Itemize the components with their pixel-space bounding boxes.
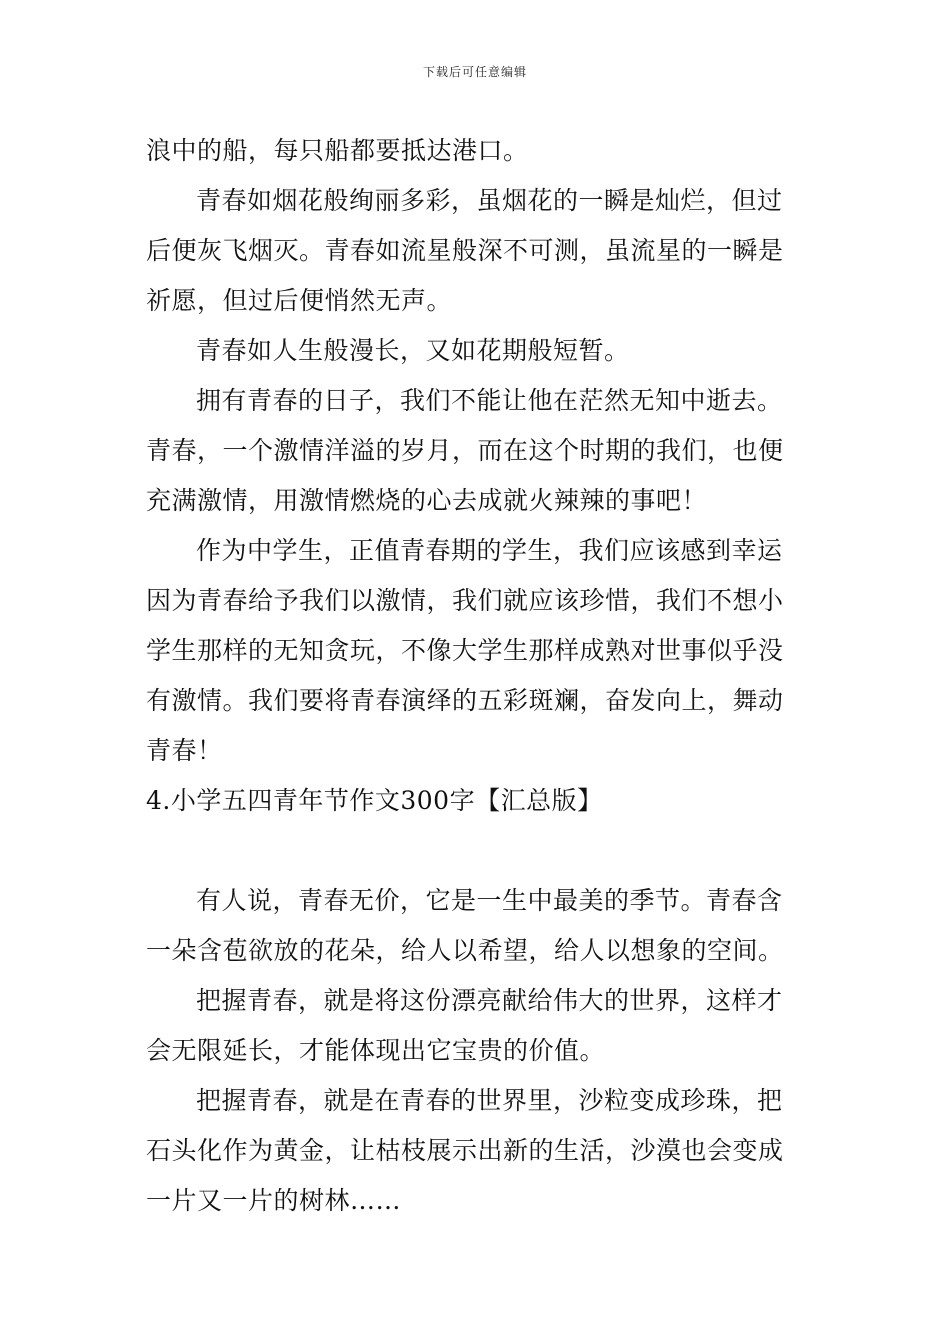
section-heading: 4.小学五四青年节作文300字【汇总版】 xyxy=(146,786,603,815)
text-line: 拥有青春的日子，我们不能让他在茫然无知中逝去。 xyxy=(196,386,783,415)
text-line: 充满激情，用激情燃烧的心去成就火辣辣的事吧！ xyxy=(146,486,708,515)
text-line: 石头化作为黄金，让枯枝展示出新的生活，沙漠也会变成 xyxy=(146,1136,784,1165)
text-line: 青春如烟花般绚丽多彩，虽烟花的一瞬是灿烂，但过 xyxy=(196,186,783,215)
text-line: 有激情。我们要将青春演绎的五彩斑斓，奋发向上，舞动 xyxy=(146,686,784,715)
text-line: 有人说，青春无价，它是一生中最美的季节。青春含 xyxy=(196,886,783,915)
text-line: 后便灰飞烟灭。青春如流星般深不可测，虽流星的一瞬是 xyxy=(146,236,784,265)
text-line: 青春如人生般漫长，又如花期般短暂。 xyxy=(196,336,630,365)
text-line: 浪中的船，每只船都要抵达港口。 xyxy=(146,136,529,165)
text-line: 青春！ xyxy=(146,736,223,765)
text-line: 把握青春，就是将这份漂亮献给伟大的世界，这样才 xyxy=(196,986,783,1015)
text-line: 青春，一个激情洋溢的岁月，而在这个时期的我们，也便 xyxy=(146,436,784,465)
page-header: 下载后可任意编辑 xyxy=(422,65,527,79)
text-line: 一片又一片的树林…… xyxy=(146,1186,402,1215)
document-body xyxy=(146,126,808,1226)
text-line: 祈愿，但过后便悄然无声。 xyxy=(146,286,453,315)
text-line: 作为中学生，正值青春期的学生，我们应该感到幸运 xyxy=(196,536,783,565)
text-line: 一朵含苞欲放的花朵，给人以希望，给人以想象的空间。 xyxy=(146,936,784,965)
text-line: 把握青春，就是在青春的世界里，沙粒变成珍珠，把 xyxy=(196,1086,783,1115)
text-line: 因为青春给予我们以激情，我们就应该珍惜，我们不想小 xyxy=(146,586,784,615)
blank-gap xyxy=(146,826,808,876)
text-line: 学生那样的无知贪玩，不像大学生那样成熟对世事似乎没 xyxy=(146,636,784,665)
text-line: 会无限延长，才能体现出它宝贵的价值。 xyxy=(146,1036,606,1065)
